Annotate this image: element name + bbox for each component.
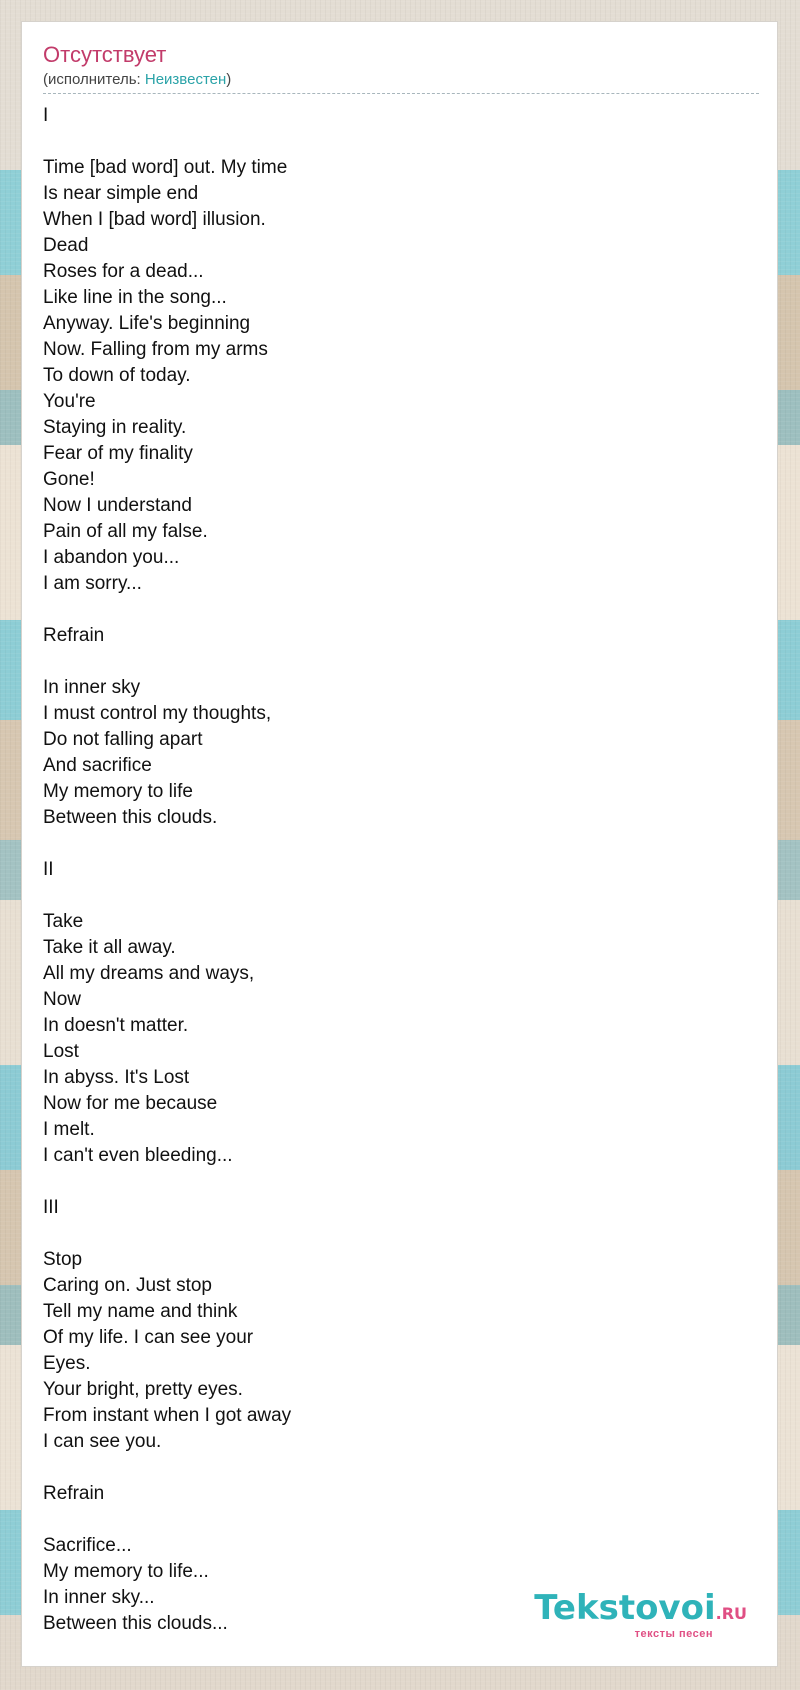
lyric-line: To down of today. bbox=[43, 365, 191, 386]
lyric-line: I bbox=[43, 105, 49, 126]
lyric-line: Your bright, pretty eyes. bbox=[43, 1379, 243, 1400]
lyric-blank-line bbox=[43, 1221, 759, 1247]
lyric-line: Take it all away. bbox=[43, 937, 176, 958]
site-logo[interactable] bbox=[534, 1590, 747, 1640]
lyric-line: In abyss. It's Lost bbox=[43, 1067, 190, 1088]
lyric-blank-line bbox=[43, 1507, 759, 1533]
lyric-line: In doesn't matter. bbox=[43, 1015, 189, 1036]
lyric-line: Eyes. bbox=[43, 1353, 91, 1374]
lyric-line: Refrain bbox=[43, 625, 105, 646]
logo-tld: .RU bbox=[715, 1604, 747, 1623]
logo-tagline: тексты песен bbox=[634, 1628, 713, 1640]
artist-suffix: ) bbox=[226, 71, 232, 88]
lyric-blank-line bbox=[43, 831, 759, 857]
lyric-line: Lost bbox=[43, 1041, 79, 1062]
lyric-line: Take bbox=[43, 911, 84, 932]
lyric-line: Time [bad word] out. My time bbox=[43, 157, 288, 178]
lyric-line: Gone! bbox=[43, 469, 95, 490]
song-header bbox=[43, 42, 759, 90]
lyric-blank-line bbox=[43, 649, 759, 675]
lyric-line: All my dreams and ways, bbox=[43, 963, 255, 984]
lyric-blank-line bbox=[43, 883, 759, 909]
lyric-line: I am sorry... bbox=[43, 573, 142, 594]
lyric-blank-line bbox=[43, 1169, 759, 1195]
lyric-line: Caring on. Just stop bbox=[43, 1275, 212, 1296]
lyrics-text bbox=[43, 103, 759, 1637]
lyric-line: I melt. bbox=[43, 1119, 95, 1140]
lyric-line: Now for me because bbox=[43, 1093, 218, 1114]
lyric-blank-line bbox=[43, 597, 759, 623]
lyric-line: Refrain bbox=[43, 1483, 105, 1504]
lyric-line: Roses for a dead... bbox=[43, 261, 204, 282]
lyric-line: Now bbox=[43, 989, 82, 1010]
lyric-line: Dead bbox=[43, 235, 89, 256]
lyric-line: Like line in the song... bbox=[43, 287, 227, 308]
lyric-line: Of my life. I can see your bbox=[43, 1327, 254, 1348]
lyric-line: III bbox=[43, 1197, 59, 1218]
lyric-line: Now I understand bbox=[43, 495, 192, 516]
lyric-line: I can see you. bbox=[43, 1431, 162, 1452]
lyric-line: Between this clouds. bbox=[43, 807, 218, 828]
lyric-line: My memory to life... bbox=[43, 1561, 209, 1582]
lyric-line: When I [bad word] illusion. bbox=[43, 209, 266, 230]
artist-line bbox=[43, 70, 759, 90]
lyric-line: You're bbox=[43, 391, 96, 412]
lyric-blank-line bbox=[43, 1455, 759, 1481]
lyric-line: My memory to life bbox=[43, 781, 193, 802]
lyric-line: II bbox=[43, 859, 54, 880]
lyric-line: Now. Falling from my arms bbox=[43, 339, 268, 360]
lyric-line: Tell my name and think bbox=[43, 1301, 238, 1322]
song-title: Отсутствует bbox=[43, 42, 167, 67]
lyric-line: In inner sky bbox=[43, 677, 141, 698]
lyric-line: In inner sky... bbox=[43, 1587, 155, 1608]
lyric-line: Staying in reality. bbox=[43, 417, 187, 438]
lyric-line: Anyway. Life's beginning bbox=[43, 313, 251, 334]
lyric-line: Stop bbox=[43, 1249, 83, 1270]
logo-name: Tekstovoi bbox=[534, 1588, 716, 1628]
lyric-line: Pain of all my false. bbox=[43, 521, 208, 542]
lyric-line: Between this clouds... bbox=[43, 1613, 228, 1634]
lyric-line: I abandon you... bbox=[43, 547, 180, 568]
lyric-line: And sacrifice bbox=[43, 755, 152, 776]
lyric-line: I must control my thoughts, bbox=[43, 703, 272, 724]
lyric-line: Fear of my finality bbox=[43, 443, 193, 464]
artist-link[interactable]: Неизвестен bbox=[144, 71, 227, 88]
header-divider bbox=[43, 93, 759, 94]
lyric-line: Sacrifice... bbox=[43, 1535, 132, 1556]
lyrics-card bbox=[21, 21, 778, 1667]
artist-prefix: (исполнитель: bbox=[43, 71, 145, 88]
lyric-line: From instant when I got away bbox=[43, 1405, 292, 1426]
lyric-blank-line bbox=[43, 129, 759, 155]
lyric-line: I can't even bleeding... bbox=[43, 1145, 233, 1166]
lyric-line: Do not falling apart bbox=[43, 729, 203, 750]
lyric-line: Is near simple end bbox=[43, 183, 199, 204]
